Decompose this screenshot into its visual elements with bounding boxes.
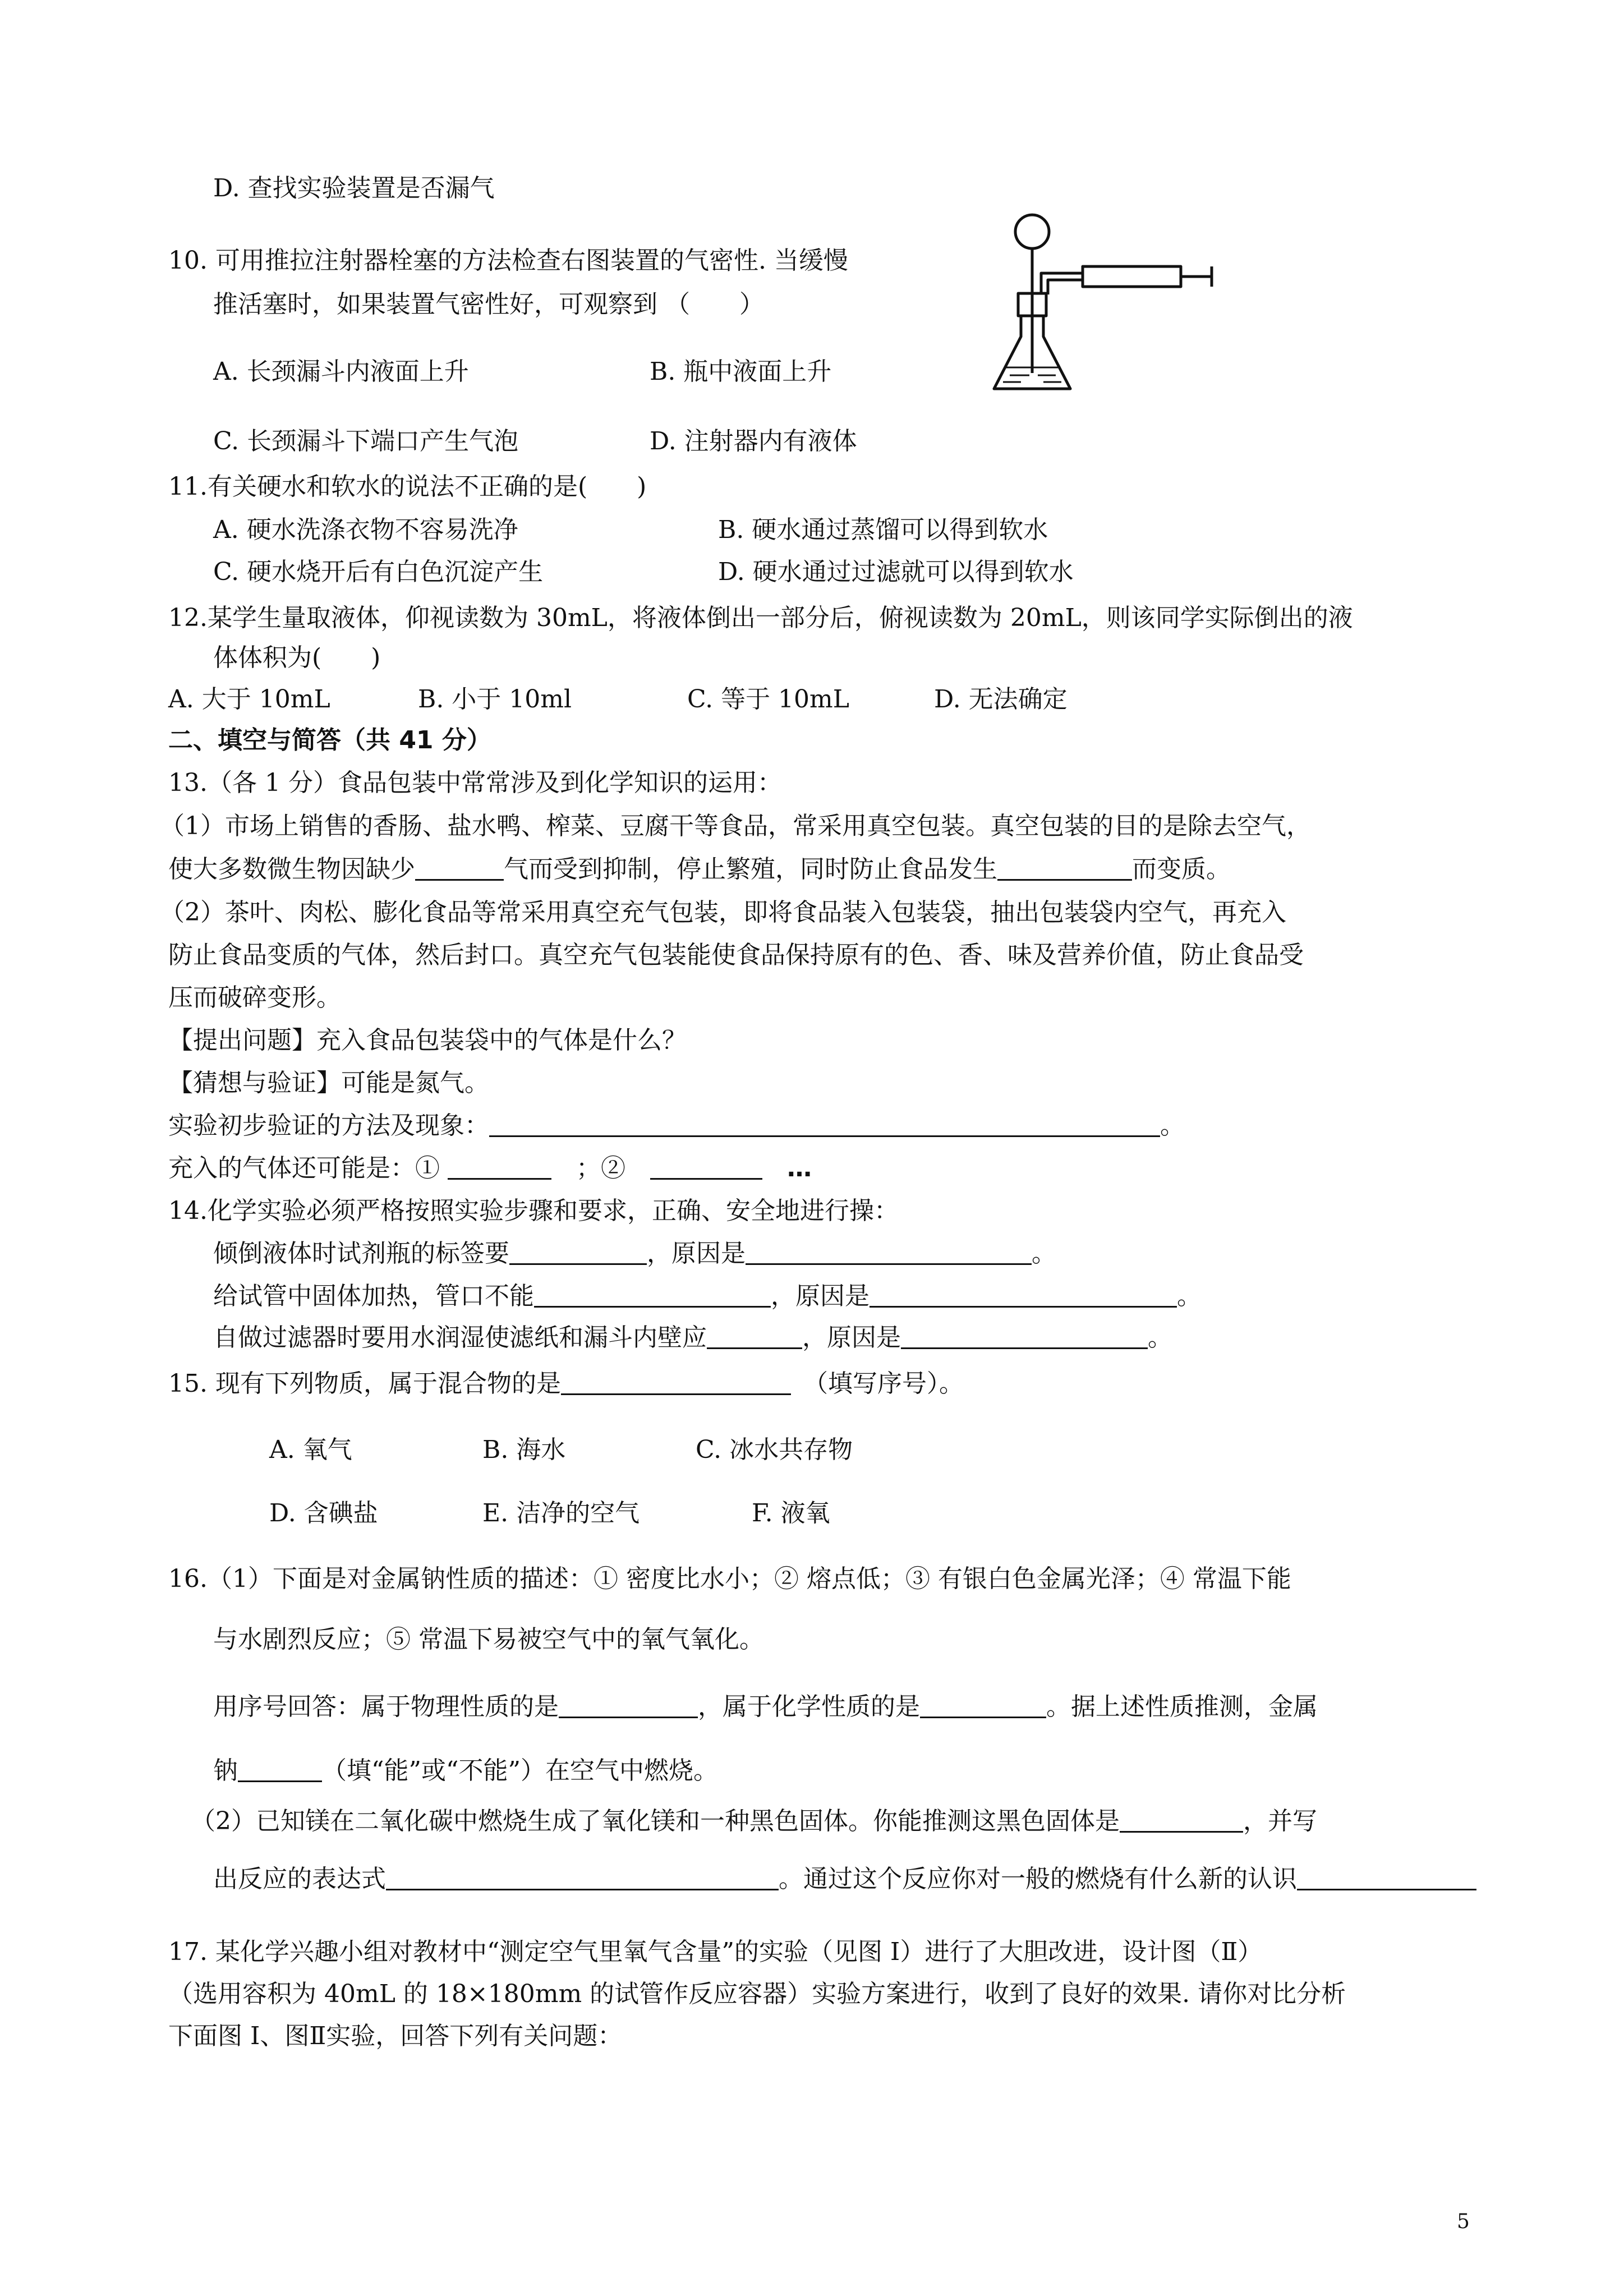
q14-stem: 14.化学实验必须严格按照实验步骤和要求，正确、安全地进行操： — [168, 1197, 899, 1225]
section-title: 二、填空与简答（共 41 分） — [168, 726, 491, 754]
q13-blank-gas1[interactable] — [448, 1153, 551, 1180]
page-number: 5 — [1457, 2210, 1470, 2233]
q16-blank-chemical[interactable] — [920, 1692, 1046, 1718]
q17-line3: 下面图 I、图Ⅱ实验，回答下列有关问题： — [168, 2022, 623, 2050]
q15-option-b: B. 海水 — [482, 1435, 566, 1464]
q16-blank-equation[interactable] — [386, 1864, 779, 1890]
q14-blank-6[interactable] — [901, 1323, 1148, 1349]
q13-question: 【提出问题】充入食品包装袋中的气体是什么？ — [168, 1026, 687, 1055]
q11-option-a: A. 硬水洗涤衣物不容易洗净 — [213, 516, 518, 544]
q13-p2-line2: 防止食品变质的气体，然后封口。真空充气包装能使食品保持原有的色、香、味及营养价值，防止食品受 — [168, 941, 1304, 969]
q11-option-b: B. 硬水通过蒸馏可以得到软水 — [718, 516, 1048, 544]
q16-line3: 用序号回答：属于物理性质的是 ，属于化学性质的是 。据上述性质推测，金属 — [213, 1692, 1318, 1721]
q10-option-b: B. 瓶中液面上升 — [650, 357, 832, 386]
q14-blank-4[interactable] — [869, 1281, 1177, 1308]
q10-option-d: D. 注射器内有液体 — [650, 427, 857, 455]
q14-blank-1[interactable] — [509, 1239, 647, 1265]
q14-line3: 自做过滤器时要用水润湿使滤纸和漏斗内壁应 ，原因是 。 — [213, 1323, 1172, 1352]
q14-blank-3[interactable] — [534, 1281, 771, 1308]
q13-blank-gas2[interactable] — [650, 1153, 762, 1180]
q15-blank[interactable] — [561, 1369, 791, 1395]
q16-blank-burn[interactable] — [238, 1756, 322, 1782]
q11-option-d: D. 硬水通过过滤就可以得到软水 — [718, 558, 1074, 586]
q15-option-c: C. 冰水共存物 — [696, 1435, 853, 1464]
q17-line2: （选用容积为 40mL 的 18×180mm 的试管作反应容器）实验方案进行，收到了良好的效果. 请你对比分析 — [168, 1980, 1346, 2008]
q13-stem: 13.（各 1 分）食品包装中常常涉及到化学知识的运用： — [168, 769, 782, 797]
q12-stem-line2: 体体积为( ) — [213, 643, 381, 672]
q14-blank-5[interactable] — [707, 1323, 802, 1349]
q14-line1: 倾倒液体时试剂瓶的标签要 ，原因是 。 — [213, 1239, 1056, 1268]
q13-blank-1[interactable] — [415, 854, 504, 881]
q11-option-c: C. 硬水烧开后有白色沉淀产生 — [213, 558, 544, 586]
q13-p2-line3: 压而破碎变形。 — [168, 983, 341, 1012]
q11-stem: 11.有关硬水和软水的说法不正确的是( ) — [168, 472, 647, 501]
q13-blank-2[interactable] — [997, 854, 1132, 881]
q15-option-a: A. 氧气 — [269, 1435, 352, 1464]
q13-guess: 【猜想与验证】可能是氮气。 — [168, 1069, 489, 1097]
q13-p1-line2: 使大多数微生物因缺少 气而受到抑制，停止繁殖，同时防止食品发生 而变质。 — [168, 855, 1231, 884]
apparatus-figure — [987, 210, 1223, 401]
q13-other-gas: 充入的气体还可能是：① ；② … — [168, 1154, 812, 1182]
q10-stem-line1: 10. 可用推拉注射器栓塞的方法检查右图装置的气密性. 当缓慢 — [168, 246, 848, 275]
q10-option-c: C. 长颈漏斗下端口产生气泡 — [213, 427, 519, 455]
q16-line2: 与水剧烈反应；⑤ 常温下易被空气中的氧气氧化。 — [213, 1625, 764, 1654]
q15-option-f: F. 液氧 — [752, 1499, 830, 1527]
q13-p1-line1: （1）市场上销售的香肠、盐水鸭、榨菜、豆腐干等食品，常采用真空包装。真空包装的目的是除去空气， — [160, 812, 1311, 840]
q13-blank-method[interactable] — [489, 1111, 1160, 1137]
q13-method: 实验初步验证的方法及现象： 。 — [168, 1111, 1185, 1140]
q14-blank-2[interactable] — [746, 1239, 1032, 1265]
q12-option-a: A. 大于 10mL — [168, 685, 330, 714]
q10-stem-line2: 推活塞时，如果装置气密性好，可观察到 （ ） — [213, 290, 764, 319]
q12-option-c: C. 等于 10mL — [687, 685, 849, 714]
q12-option-d: D. 无法确定 — [934, 685, 1068, 714]
q15-option-d: D. 含碘盐 — [269, 1499, 378, 1527]
q12-option-b: B. 小于 10ml — [418, 685, 572, 714]
q15-stem: 15. 现有下列物质，属于混合物的是 （填写序号）。 — [168, 1369, 964, 1398]
q15-option-e: E. 洁净的空气 — [482, 1499, 640, 1527]
q16-line6: 出反应的表达式 。通过这个反应你对一般的燃烧有什么新的认识 — [213, 1862, 1476, 1896]
q16-line1: 16.（1）下面是对金属钠性质的描述：① 密度比水小；② 熔点低；③ 有银白色金属光泽；④ 常温下能 — [168, 1565, 1291, 1593]
q16-blank-solid[interactable] — [1120, 1806, 1243, 1833]
q9-option-d: D. 查找实验装置是否漏气 — [213, 174, 495, 203]
q16-line4: 钠 （填“能”或“不能”）在空气中燃烧。 — [213, 1756, 718, 1785]
q13-p2-line1: （2）茶叶、肉松、膨化食品等常采用真空充气包装，即将食品装入包装袋，抽出包装袋内空气，再充入 — [160, 898, 1286, 927]
q16-blank-physical[interactable] — [559, 1692, 698, 1718]
q12-stem-line1: 12.某学生量取液体，仰视读数为 30mL，将液体倒出一部分后，俯视读数为 20mL，则该同学实际倒出的液 — [168, 604, 1353, 632]
q16-blank-insight[interactable] — [1297, 1864, 1476, 1890]
q14-line2: 给试管中固体加热，管口不能 ，原因是 。 — [213, 1282, 1202, 1310]
q17-line1: 17. 某化学兴趣小组对教材中“测定空气里氧气含量”的实验（见图 I）进行了大胆改进，设计图（Ⅱ） — [168, 1938, 1263, 1966]
q16-line5: （2）已知镁在二氧化碳中燃烧生成了氧化镁和一种黑色固体。你能推测这黑色固体是 ，并写 — [191, 1807, 1317, 1835]
q10-option-a: A. 长颈漏斗内液面上升 — [213, 357, 469, 386]
